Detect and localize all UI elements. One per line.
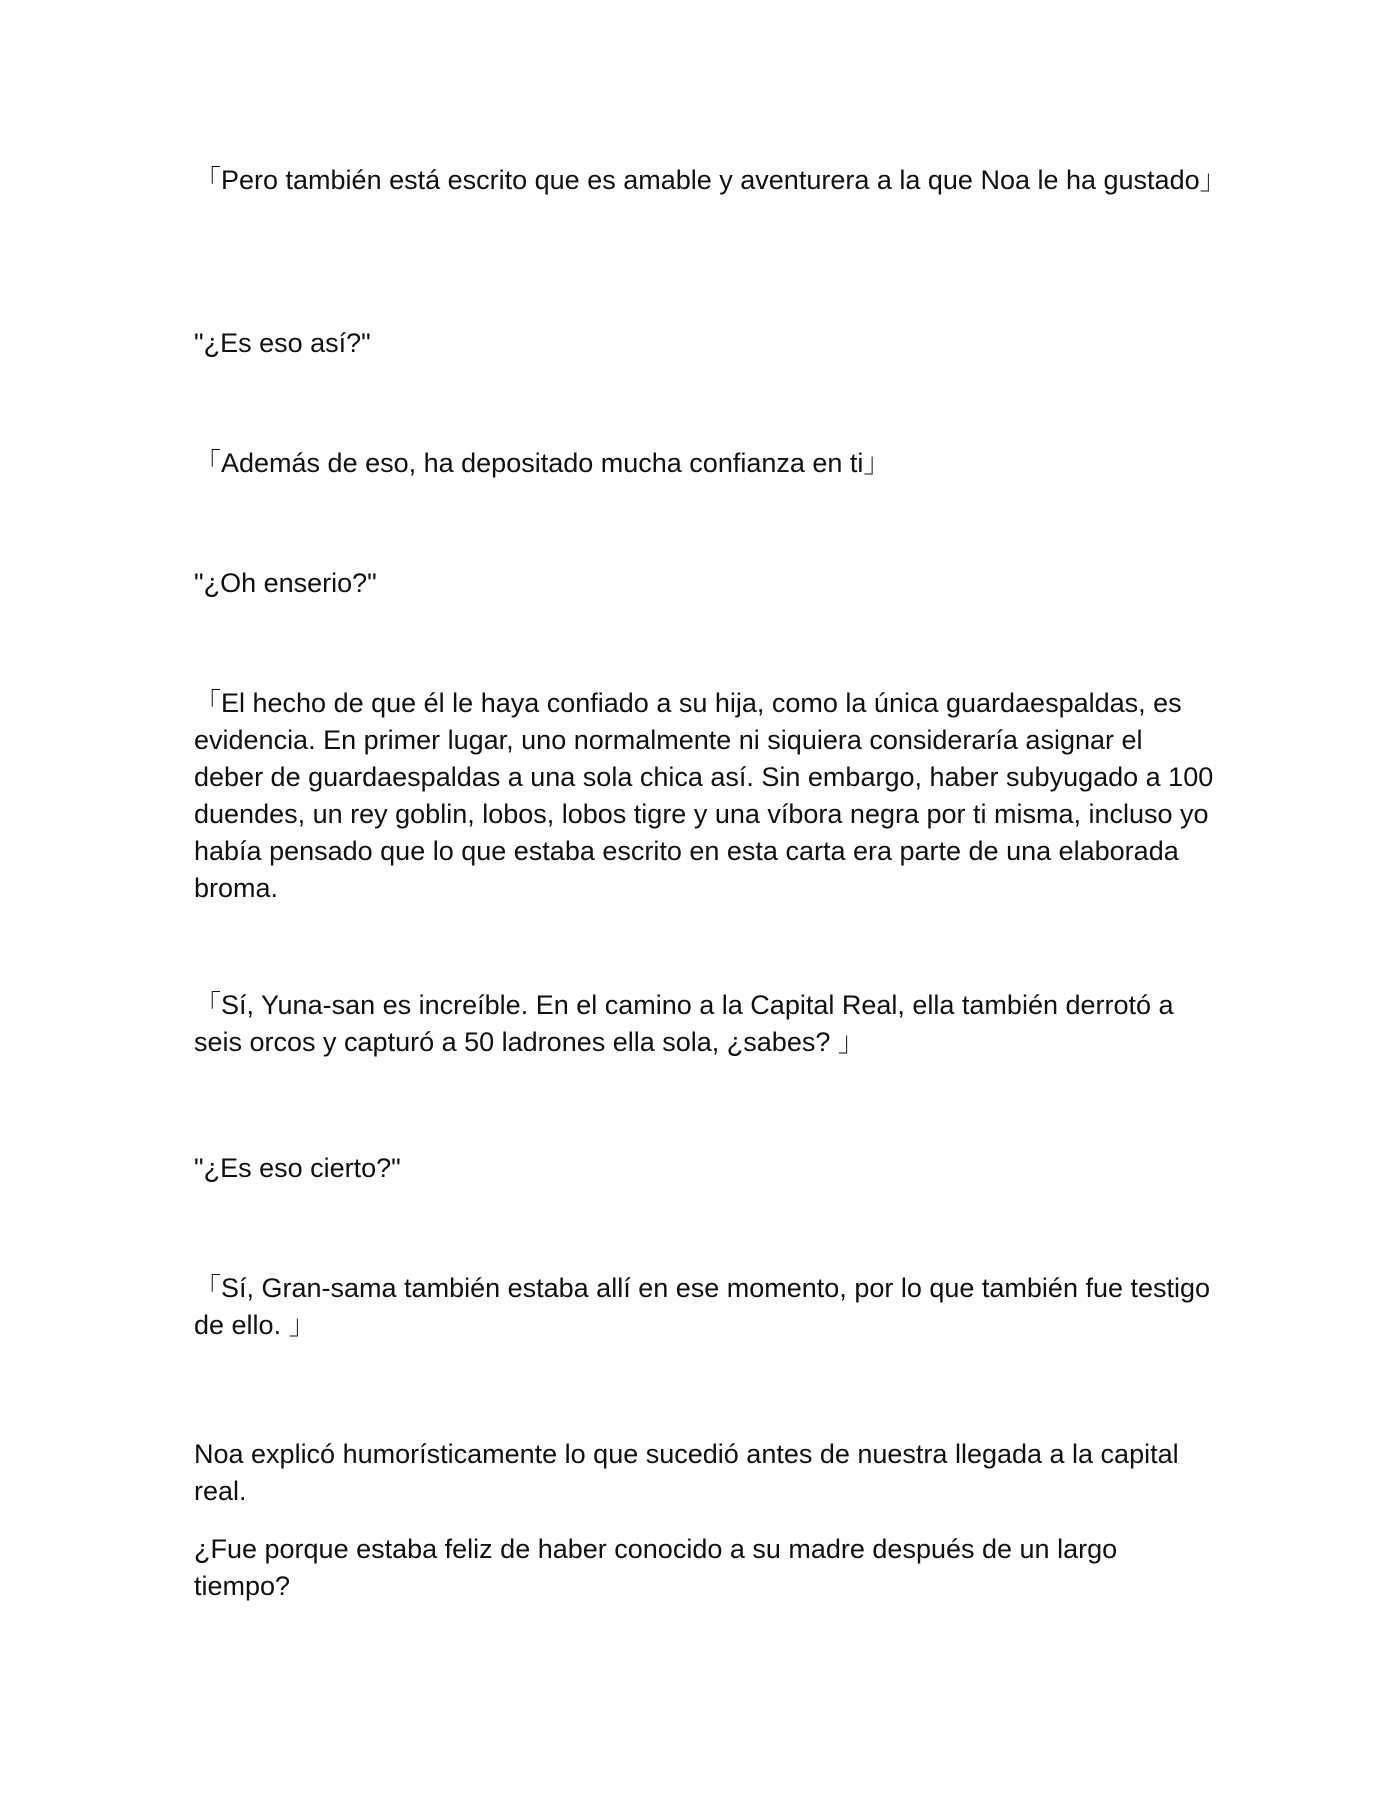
paragraph-5: 「El hecho de que él le haya confiado a su hija, como la única guardaespaldas, es evidencia. En primer lugar, uno normalmente ni siquiera consideraría asignar el deber de guardaespaldas a una sola chica así. Sin embargo, haber subyugado a 100 duendes, un rey goblin, lobos, lobos tigre y una víbora negra por ti misma, incluso yo había pensado que lo que estaba escrito en esta carta era parte de una elaborada broma. [194, 688, 1214, 903]
paragraph-1: 「Pero también está escrito que es amable y aventurera a la que Noa le ha gustado」 [194, 165, 1227, 195]
paragraph-2: "¿Es eso así?" [194, 328, 371, 358]
paragraph-9: Noa explicó humorísticamente lo que sucedió antes de nuestra llegada a la capital real. [194, 1439, 1179, 1506]
paragraph-10: ¿Fue porque estaba feliz de haber conocido a su madre después de un largo tiempo? [194, 1534, 1118, 1601]
paragraph-4: "¿Oh enserio?" [194, 568, 377, 598]
paragraph-7: "¿Es eso cierto?" [194, 1153, 401, 1183]
paragraph-3: 「Además de eso, ha depositado mucha confianza en ti」 [194, 448, 891, 478]
paragraph-8: 「Sí, Gran-sama también estaba allí en ese momento, por lo que también fue testigo de ello. 」 [194, 1273, 1211, 1340]
paragraph-6: 「Sí, Yuna-san es increíble. En el camino a la Capital Real, ella también derrotó a seis orcos y capturó a 50 ladrones ella sola, ¿sabes? 」 [194, 990, 1174, 1057]
